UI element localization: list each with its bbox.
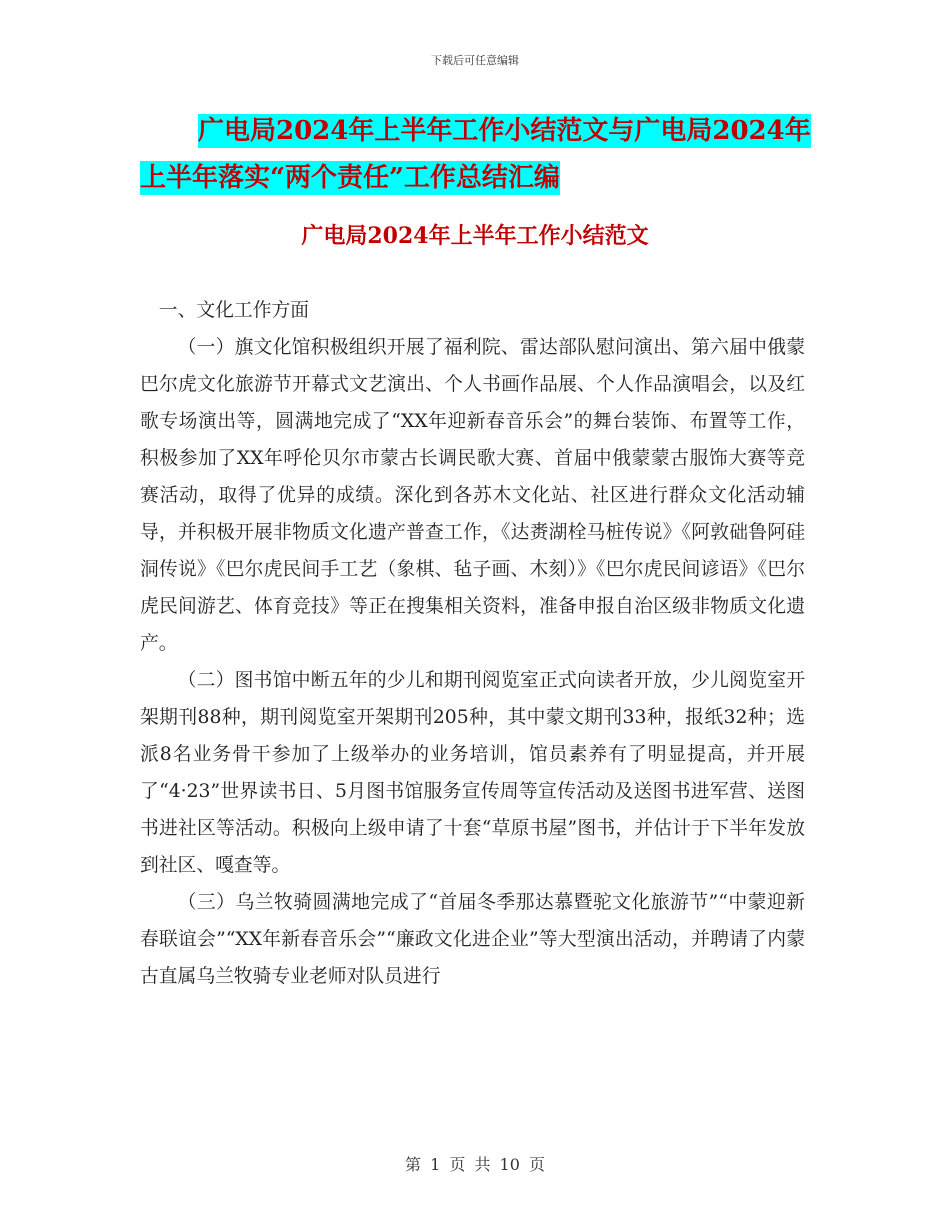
page-footer: 第 1 页 共 10 页: [405, 1155, 545, 1174]
section-title: 广电局2024年上半年工作小结范文: [301, 223, 649, 249]
document-title: [140, 108, 810, 202]
paragraph-2: （二）图书馆中断五年的少儿和期刊阅览室正式向读者开放，少儿阅览室开架期刊88种，期刊阅览室开架期刊205种，其中蒙文期刊33种，报纸32种；选派8名业务骨干参加了上级举办的业务培训，馆员素养有了明显提高，并开展了“4·23”世界读书日、5月图书馆服务宣传周等宣传活动及送图书进军营、送图书进社区等活动。积极向上级申请了十套“草原书屋”图书，并估计于下半年发放到社区、嘎查等。: [140, 670, 805, 876]
document-title-line2: 上半年落实“两个责任”工作总结汇编: [140, 163, 560, 193]
document-title-line1: 广电局2024年上半年工作小结范文与广电局2024年: [198, 116, 811, 146]
section-heading: 一、文化工作方面: [158, 300, 310, 321]
page-header: 下载后可任意编辑: [431, 54, 519, 67]
paragraph-1: （一）旗文化馆积极组织开展了福利院、雷达部队慰问演出、第六届中俄蒙巴尔虎文化旅游节开幕式文艺演出、个人书画作品展、个人作品演唱会，以及红歌专场演出等，圆满地完成了“XX年迎新春音乐会”的舞台装饰、布置等工作，积极参加了XX年呼伦贝尔市蒙古长调民歌大赛、首届中俄蒙蒙古服饰大赛等竞赛活动，取得了优异的成绩。深化到各苏木文化站、社区进行群众文化活动辅导，并积极开展非物质文化遗产普查工作，《达赉湖栓马桩传说》《阿敦础鲁阿硅洞传说》《巴尔虎民间手工艺（象棋、毡子画、木刻）》《巴尔虎民间谚语》《巴尔虎民间游艺、体育竞技》等正在搜集相关资料，准备申报自治区级非物质文化遗产。: [140, 337, 805, 654]
paragraph-3: （三）乌兰牧骑圆满地完成了“首届冬季那达慕暨驼文化旅游节”“中蒙迎新春联谊会”“XX年新春音乐会”“廉政文化进企业”等大型演出活动，并聘请了内蒙古直属乌兰牧骑专业老师对队员进行: [140, 892, 805, 987]
document-body: [140, 292, 805, 995]
